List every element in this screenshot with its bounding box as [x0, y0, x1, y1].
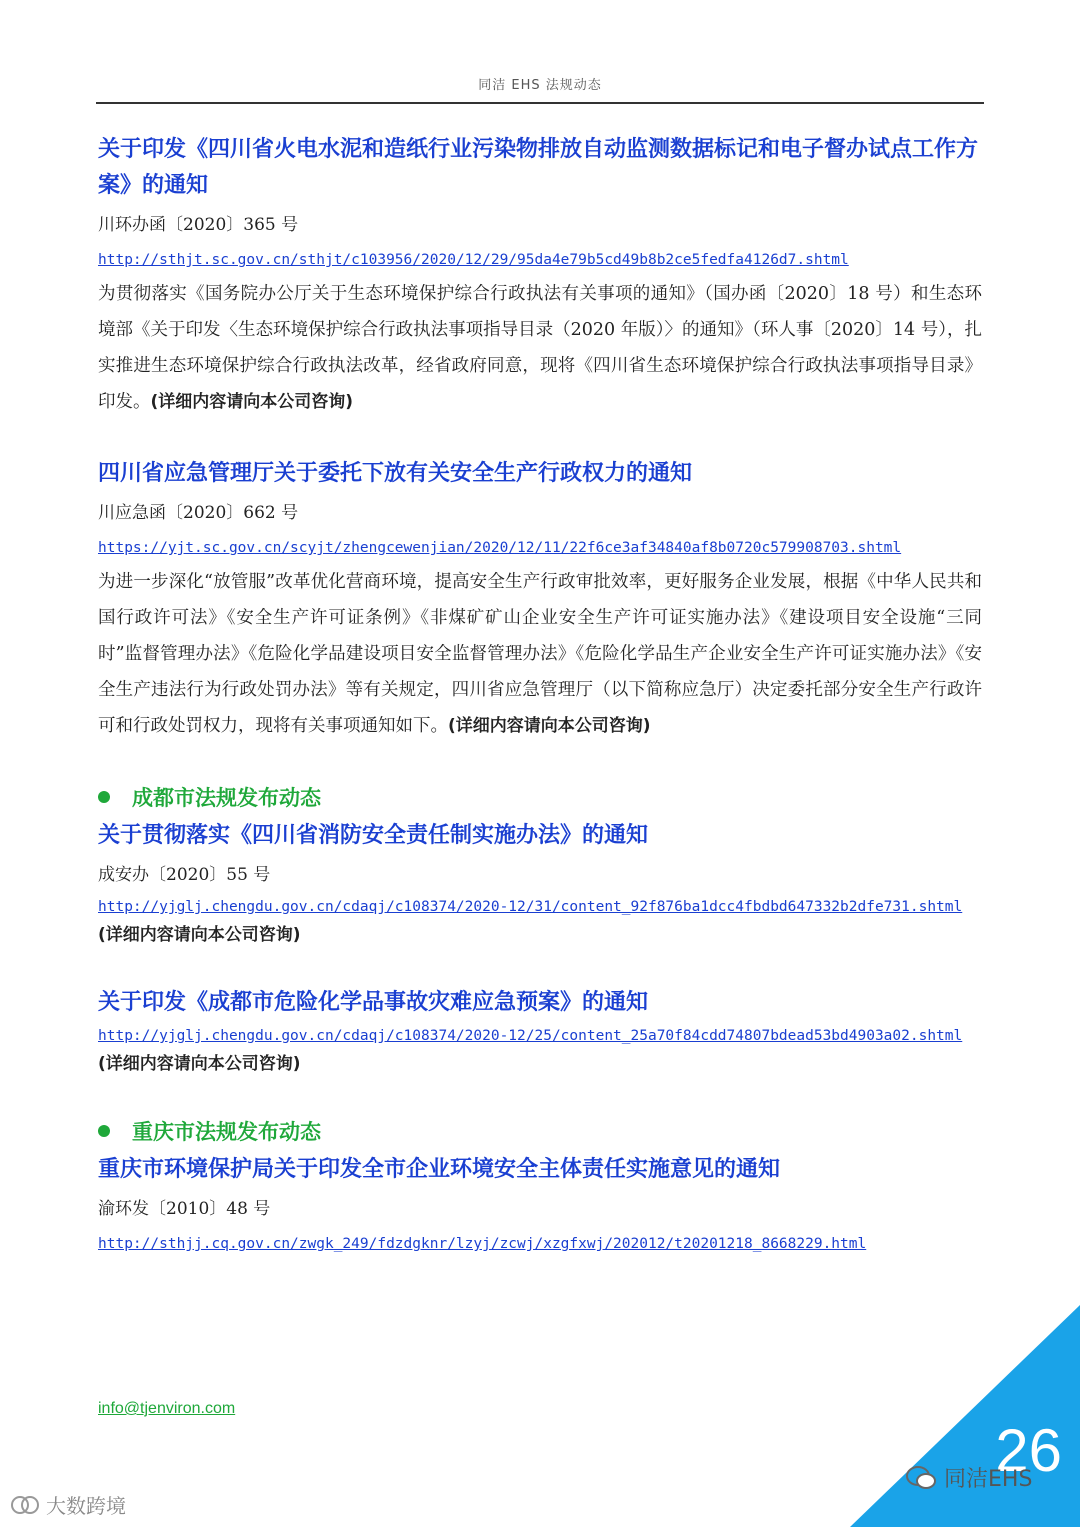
link-line	[98, 1021, 982, 1078]
article-title: 四川省应急管理厅关于委托下放有关安全生产行政权力的通知	[98, 461, 693, 486]
consult-note: (详细内容请向本公司咨询)	[448, 716, 651, 736]
document-number: 成安办〔2020〕55 号	[98, 865, 271, 885]
document-number: 川应急函〔2020〕662 号	[98, 503, 299, 523]
watermark-text: 同洁EHS	[944, 1467, 1033, 1492]
consult-note: (详细内容请向本公司咨询)	[98, 925, 301, 945]
article-title: 关于贯彻落实《四川省消防安全责任制实施办法》的通知	[98, 823, 649, 848]
consult-note: (详细内容请向本公司咨询)	[98, 1054, 301, 1074]
article-description	[98, 564, 982, 744]
bullet-dot-icon	[98, 791, 110, 803]
article-title: 关于印发《成都市危险化学品事故灾难应急预案》的通知	[98, 990, 649, 1015]
brand-logo-icon	[10, 1493, 40, 1517]
main-content	[98, 132, 982, 1294]
contact-email-link[interactable]: info@tjenviron.com	[98, 1400, 236, 1417]
document-number: 川环办函〔2020〕365 号	[98, 215, 299, 235]
article-block	[98, 985, 982, 1078]
article-title: 重庆市环境保护局关于印发全市企业环境安全主体责任实施意见的通知	[98, 1157, 781, 1182]
section-title: 成都市法规发布动态	[132, 786, 321, 810]
watermark-text: 大数跨境	[46, 1494, 126, 1518]
document-number: 渝环发〔2010〕48 号	[98, 1199, 271, 1219]
article-link[interactable]: http://sthjt.sc.gov.cn/sthjt/c103956/2020/12/29/95da4e79b5cd49b8b2ce5fedfa4126d7.shtml	[98, 252, 849, 268]
bullet-dot-icon	[98, 1125, 110, 1137]
article-block	[98, 1152, 982, 1258]
description-text: 为进一步深化“放管服”改革优化营商环境，提高安全生产行政审批效率，更好服务企业发展，根据《中华人民共和国行政许可法》《安全生产许可证条例》《非煤矿矿山企业安全生产许可证实施办法》《建设项目安全设施“三同时”监督管理办法》《危险化学品建设项目安全监督管理办法》《危险化学品生产企业安全生产许可证实施办法》《安全生产违法行为行政处罚办法》等有关规定，四川省应急管理厅（以下简称应急厅）决定委托部分安全生产行政许可和行政处罚权力，现将有关事项通知如下。	[98, 572, 982, 736]
watermark-brand	[10, 1490, 126, 1519]
article-description	[98, 276, 982, 420]
page-number: 26	[995, 1417, 1062, 1484]
article-block	[98, 132, 982, 420]
description-text: 为贯彻落实《国务院办公厅关于生态环境保护综合行政执法有关事项的通知》（国办函〔2020〕18 号）和生态环境部《关于印发〈生态环境保护综合行政执法事项指导目录（2020 年版）〉的通知》（环人事〔2020〕14 号），扎实推进生态环境保护综合行政执法改革，经省政府同意，现将《四川省生态环境保护综合行政执法事项指导目录》印发。	[98, 284, 982, 412]
section-title: 重庆市法规发布动态	[132, 1120, 321, 1144]
article-link[interactable]: http://sthjj.cq.gov.cn/zwgk_249/fdzdgknr/lzyj/zcwj/xzgfxwj/202012/t20201218_8668229.html	[98, 1236, 867, 1252]
watermark-wechat	[906, 1462, 1032, 1493]
page-header	[96, 74, 984, 104]
article-title: 关于印发《四川省火电水泥和造纸行业污染物排放自动监测数据标记和电子督办试点工作方案》的通知	[98, 137, 979, 198]
section-heading-chengdu	[98, 780, 982, 816]
consult-note: (详细内容请向本公司咨询)	[150, 392, 354, 412]
article-block	[98, 456, 982, 744]
article-link[interactable]: http://yjglj.chengdu.gov.cn/cdaqj/c108374/2020-12/31/content_92f876ba1dcc4fbdbd647332b2dfe731.shtml	[98, 899, 963, 915]
article-link[interactable]: http://yjglj.chengdu.gov.cn/cdaqj/c108374/2020-12/25/content_25a70f84cdd74807bdead53bd4903a02.shtml	[98, 1028, 963, 1044]
article-block	[98, 818, 982, 949]
section-heading-chongqing	[98, 1114, 982, 1150]
wechat-icon	[906, 1465, 936, 1491]
header-title: 同洁 EHS 法规动态	[478, 78, 602, 93]
link-line	[98, 892, 982, 949]
article-link[interactable]: https://yjt.sc.gov.cn/scyjt/zhengcewenjian/2020/12/11/22f6ce3af34840af8b0720c579908703.shtml	[98, 540, 902, 556]
